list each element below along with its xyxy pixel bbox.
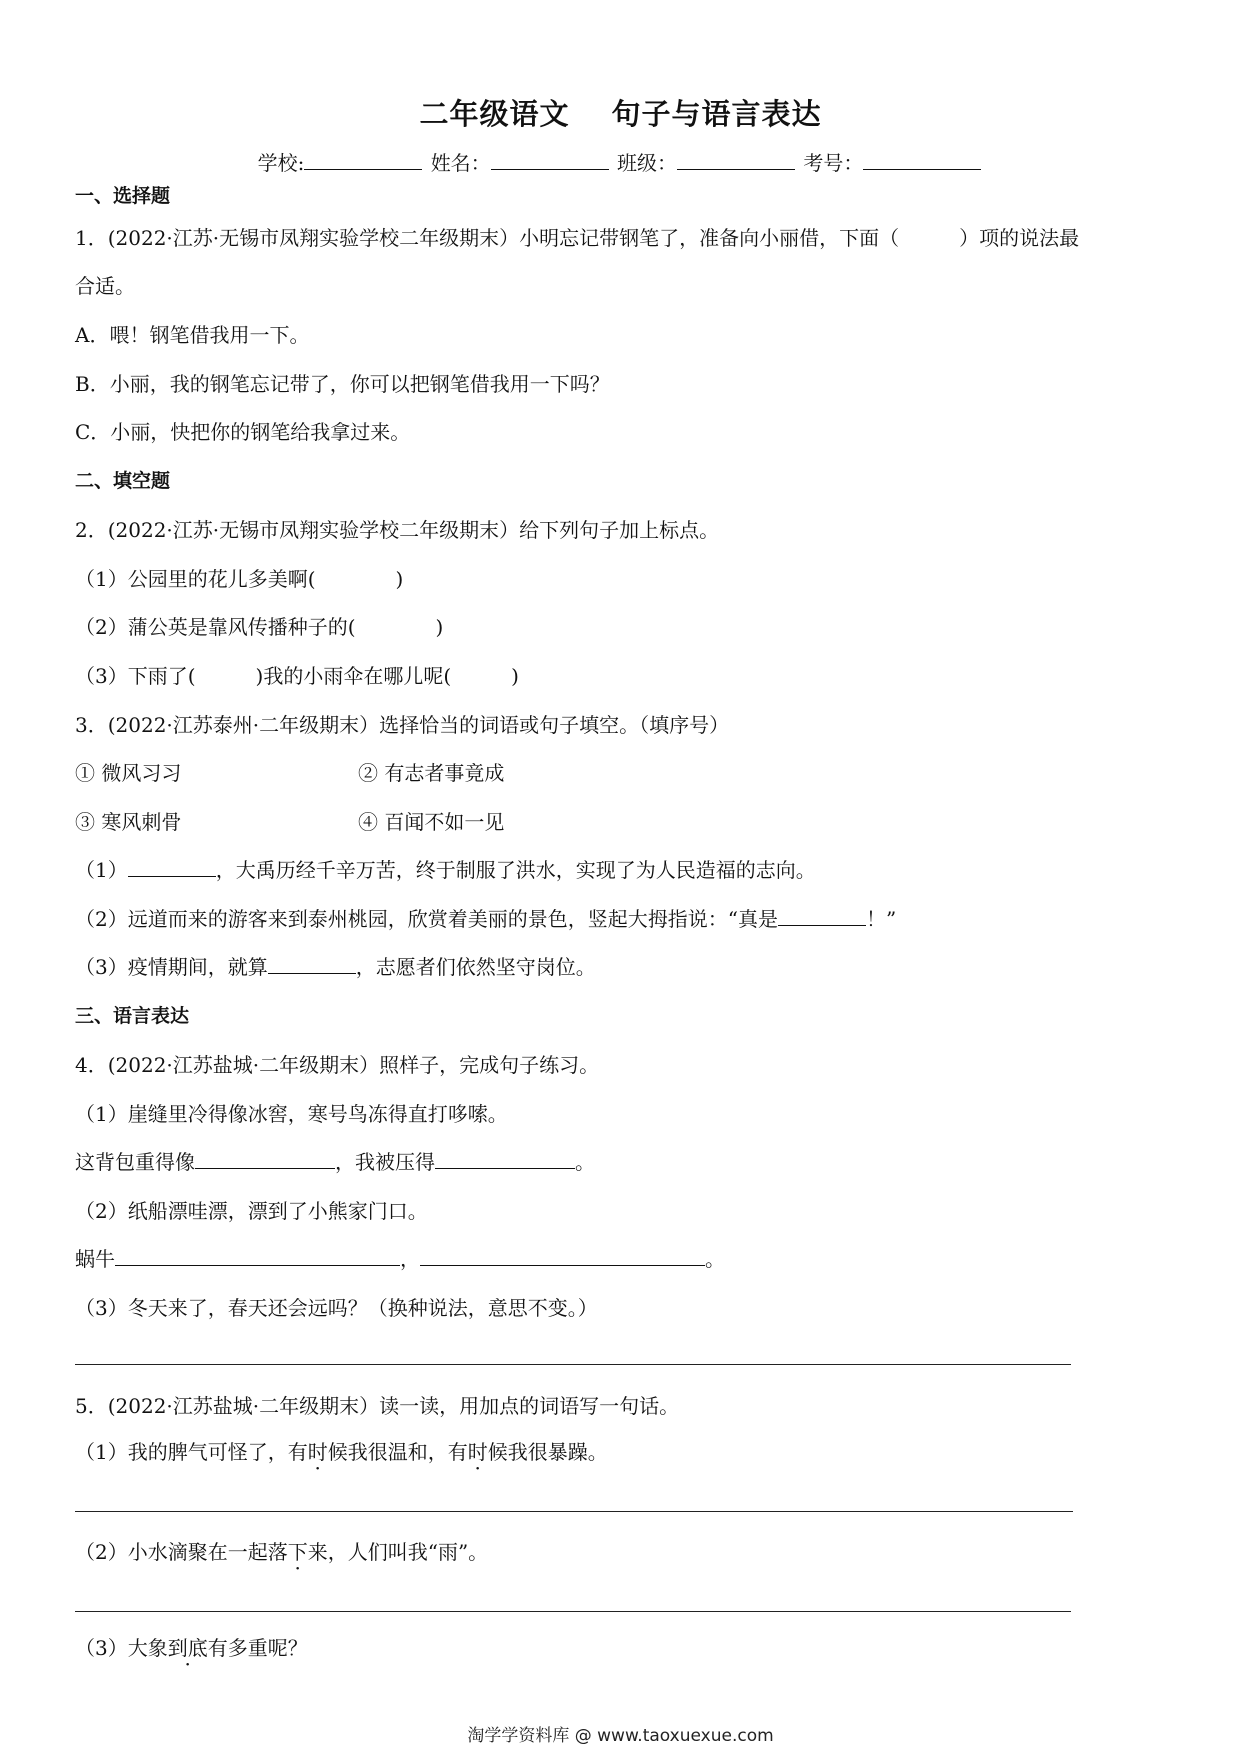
exam-number-blank[interactable] — [863, 149, 981, 170]
q1-option-c[interactable]: C．小丽，快把你的钢笔给我拿过来。 — [75, 420, 411, 444]
q3-item-1-blank[interactable] — [128, 858, 216, 877]
q3-item-3-blank[interactable] — [268, 955, 356, 974]
footer-watermark: 淘学学资料库 @ www.taoxuexue.com — [467, 1726, 774, 1746]
q5-item-1-pre: （1）我的脾气可怪了， — [75, 1440, 288, 1464]
q5-item-2-dotted: 落下来 — [267, 1540, 328, 1564]
q4-item-2-answer — [75, 1243, 725, 1272]
q3-item-2 — [75, 903, 896, 932]
title-subject: 二年级语文 — [419, 97, 570, 131]
q4-item-2-a: 蜗牛 — [75, 1247, 115, 1271]
q3-item-2-blank[interactable] — [778, 907, 866, 926]
q4-item-3-answer-line[interactable] — [75, 1364, 1071, 1365]
section-heading-expression: 三、语言表达 — [75, 1005, 190, 1027]
q3-item-1-prefix: （1） — [75, 858, 128, 882]
exam-number-label: 考号： — [803, 151, 864, 175]
q4-item-1-c: 。 — [575, 1150, 595, 1174]
q5-item-1-dotted-2: 有时候 — [447, 1440, 508, 1464]
q3-option-3: ③ 寒风刺骨 — [75, 810, 182, 834]
section-heading-fill: 二、填空题 — [75, 470, 171, 492]
q5-item-3 — [75, 1632, 308, 1661]
q5-item-1-dotted-1: 有时候 — [287, 1440, 348, 1464]
q4-item-2-blank-2[interactable] — [420, 1247, 705, 1266]
q4-item-1-example: （1）崖缝里冷得像冰窖，寒号鸟冻得直打哆嗦。 — [75, 1102, 508, 1126]
q5-item-3-post: 有多重呢？ — [207, 1636, 308, 1660]
q4-item-1-a: 这背包重得像 — [75, 1150, 195, 1174]
q3-item-1-text: ，大禹历经千辛万苦，终于制服了洪水，实现了为人民造福的志向。 — [215, 858, 816, 882]
q1-stem: 1．(2022·江苏·无锡市凤翔实验学校二年级期末）小明忘记带钢笔了，准备向小丽借，下面（ ）项的说法最 — [75, 226, 1080, 250]
q4-item-2-blank-1[interactable] — [115, 1247, 400, 1266]
q5-item-2-answer-line[interactable] — [75, 1611, 1071, 1612]
section-heading-choice: 一、选择题 — [75, 185, 171, 207]
q1-option-a[interactable]: A．喂！钢笔借我用一下。 — [75, 323, 310, 347]
q5-item-1-mid: 我很温和， — [347, 1440, 448, 1464]
q3-option-2: ② 有志者事竟成 — [358, 761, 505, 785]
q2-item-2: （2）蒲公英是靠风传播种子的( ) — [75, 615, 444, 639]
q4-stem: 4．(2022·江苏盐城·二年级期末）照样子，完成句子练习。 — [75, 1053, 600, 1077]
q5-item-2 — [75, 1536, 488, 1565]
q3-stem: 3．(2022·江苏泰州·二年级期末）选择恰当的词语或句子填空。（填序号） — [75, 713, 730, 737]
class-blank[interactable] — [677, 149, 795, 170]
q3-item-3-text: （3）疫情期间，就算 — [75, 955, 268, 979]
q1-option-b[interactable]: B．小丽，我的钢笔忘记带了，你可以把钢笔借我用一下吗？ — [75, 372, 610, 396]
q4-item-1-blank-2[interactable] — [435, 1150, 575, 1169]
q5-item-2-pre: （2）小水滴聚在一起 — [75, 1540, 268, 1564]
name-blank[interactable] — [491, 149, 609, 170]
q5-item-1 — [75, 1436, 608, 1465]
q4-item-1-blank-1[interactable] — [195, 1150, 335, 1169]
q3-item-3-end: ，志愿者们依然坚守岗位。 — [355, 955, 596, 979]
q4-item-1-answer — [75, 1146, 595, 1175]
q4-item-2-b: ， — [400, 1247, 420, 1271]
q5-item-2-post: ，人们叫我“雨”。 — [327, 1540, 489, 1564]
q3-option-1: ① 微风习习 — [75, 761, 182, 785]
student-info-row — [0, 147, 1241, 176]
q2-item-3: （3）下雨了( )我的小雨伞在哪儿呢( ) — [75, 664, 519, 688]
q3-option-4: ④ 百闻不如一见 — [358, 810, 505, 834]
q5-item-3-pre: （3）大象 — [75, 1636, 168, 1660]
q2-stem: 2．(2022·江苏·无锡市凤翔实验学校二年级期末）给下列句子加上标点。 — [75, 518, 720, 542]
q2-item-1: （1）公园里的花儿多美啊( ) — [75, 567, 404, 591]
q3-item-2-end: ！” — [865, 907, 897, 931]
school-label: 学校: — [257, 151, 305, 175]
school-blank[interactable] — [304, 149, 422, 170]
q4-item-2-example: （2）纸船漂哇漂，漂到了小熊家门口。 — [75, 1199, 428, 1223]
title-topic: 句子与语言表达 — [611, 97, 822, 131]
q5-item-1-post: 我很暴躁。 — [507, 1440, 608, 1464]
q4-item-3: （3）冬天来了，春天还会远吗？（换种说法，意思不变。） — [75, 1296, 598, 1320]
name-label: 姓名： — [430, 151, 491, 175]
q3-item-2-text: （2）远道而来的游客来到泰州桃园，欣赏着美丽的景色，竖起大拇指说：“真是 — [75, 907, 778, 931]
q5-item-1-answer-line[interactable] — [75, 1511, 1073, 1512]
class-label: 班级： — [617, 151, 678, 175]
q3-item-3 — [75, 951, 596, 980]
q5-stem: 5．(2022·江苏盐城·二年级期末）读一读，用加点的词语写一句话。 — [75, 1394, 680, 1418]
page-title — [0, 92, 1241, 133]
q4-item-2-c: 。 — [705, 1247, 725, 1271]
q1-stem-cont: 合适。 — [75, 274, 135, 298]
q5-item-3-dotted: 到底 — [167, 1636, 208, 1660]
q3-item-1 — [75, 854, 816, 883]
q4-item-1-b: ，我被压得 — [335, 1150, 435, 1174]
